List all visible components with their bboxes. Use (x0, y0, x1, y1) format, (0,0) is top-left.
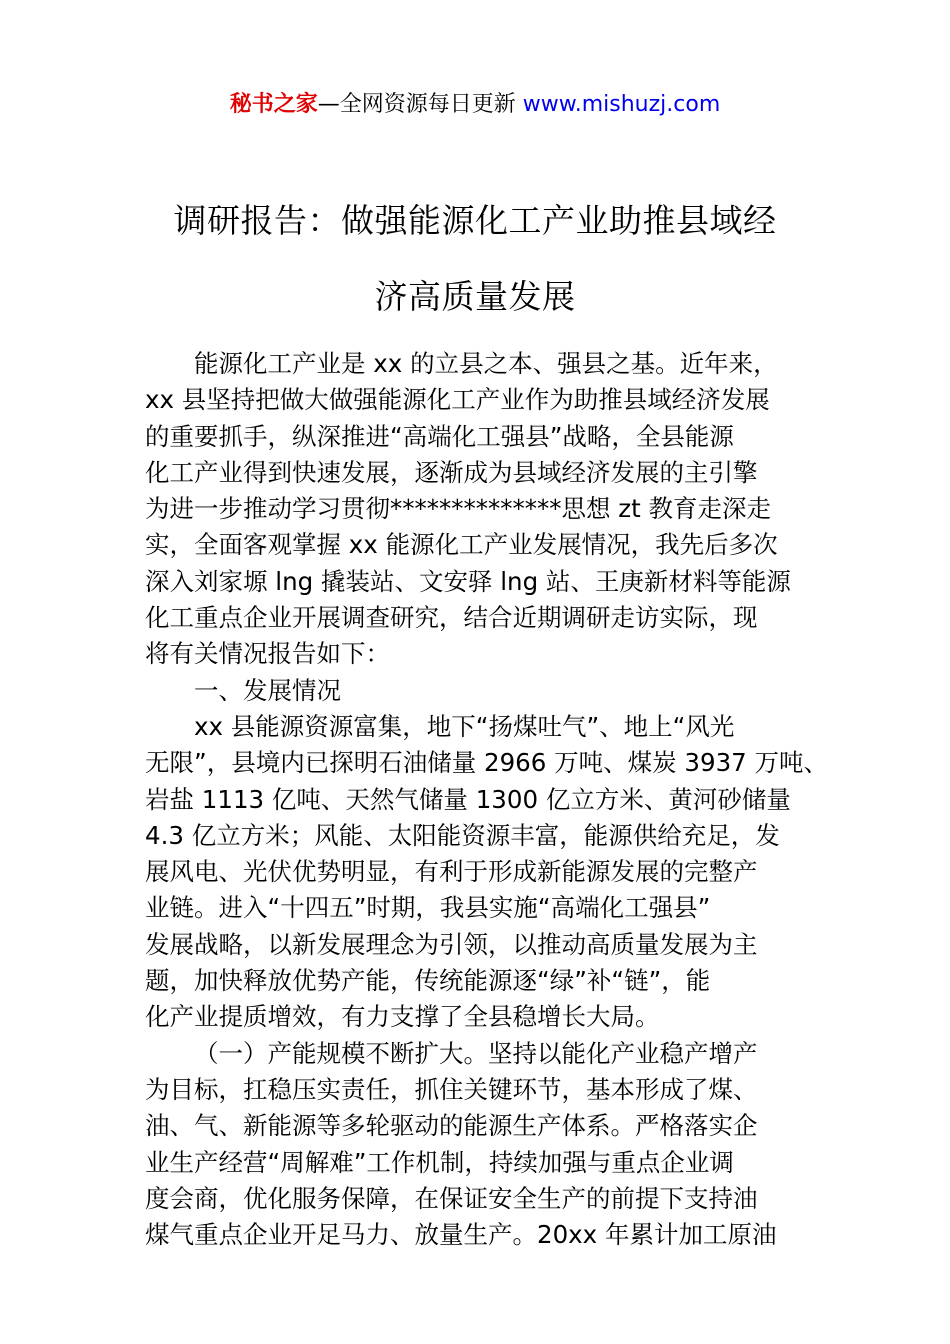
paragraph-line: 实，全面客观掌握 xx 能源化工产业发展情况，我先后多次 (145, 530, 778, 560)
paragraph-line: 煤气重点企业开足马力、放量生产。20xx 年累计加工原油 (145, 1220, 777, 1250)
paragraph-line: 的重要抓手，纵深推进“高端化工强县”战略，全县能源 (145, 421, 734, 451)
paragraph-line: 深入刘家塬 lng 撬装站、文安驿 lng 站、王庚新材料等能源 (145, 566, 791, 596)
paragraph-line: 为进一步推动学习贯彻**************思想 zt 教育走深走 (145, 494, 772, 524)
paragraph-line: 4.3 亿立方米；风能、太阳能资源丰富，能源供给充足，发 (145, 820, 780, 850)
site-brand: 秘书之家 (229, 92, 318, 117)
paragraph-line: xx 县能源资源富集，地下“扬煤吐气”、地上“风光 (194, 711, 735, 741)
site-url-link[interactable]: www.mishuzj.com (522, 92, 721, 117)
paragraph-line: 题，加快释放优势产能，传统能源逐“绿”补“链”，能 (145, 966, 711, 996)
paragraph-line: 油、气、新能源等多轮驱动的能源生产体系。严格落实企 (145, 1111, 758, 1141)
paragraph-line: 化工产业得到快速发展，逐渐成为县域经济发展的主引擎 (145, 457, 758, 487)
document-title-line-1: 调研报告：做强能源化工产业助推县域经 (173, 201, 777, 240)
paragraph-line: xx 县坚持把做大做强能源化工产业作为助推县域经济发展 (145, 385, 770, 415)
paragraph-line: 岩盐 1113 亿吨、天然气储量 1300 亿立方米、黄河砂储量 (145, 784, 791, 814)
subsection-paragraph-line: （一）产能规模不断扩大。坚持以能化产业稳产增产 (194, 1038, 758, 1068)
section-heading: 一、发展情况 (194, 675, 341, 705)
paragraph-line: 业链。进入“十四五”时期，我县实施“高端化工强县” (145, 893, 711, 923)
paragraph-line: 业生产经营“周解难”工作机制，持续加强与重点企业调 (145, 1147, 734, 1177)
paragraph-line: 化工重点企业开展调查研究，结合近期调研走访实际，现 (145, 603, 758, 633)
document-title (120, 183, 830, 335)
paragraph-line: 无限”，县境内已探明石油储量 2966 万吨、煤炭 3937 万吨、 (145, 748, 829, 778)
paragraph-line: 展风电、光伏优势明显，有利于形成新能源发展的完整产 (145, 857, 758, 887)
site-slogan: —全网资源每日更新 (317, 92, 523, 117)
paragraph-line: 为目标，扛稳压实责任，抓住关键环节，基本形成了煤、 (145, 1074, 758, 1104)
paragraph-line: 将有关情况报告如下： (145, 639, 390, 669)
paragraph-line: 能源化工产业是 xx 的立县之本、强县之基。近年来， (194, 349, 778, 378)
paragraph-line: 化产业提质增效，有力支撑了全县稳增长大局。 (145, 1002, 660, 1032)
document-title-line-2: 济高质量发展 (374, 277, 576, 316)
paragraph-line: 发展战略，以新发展理念为引领，以推动高质量发展为主 (145, 929, 758, 959)
paragraph-line: 度会商，优化服务保障，在保证安全生产的前提下支持油 (145, 1183, 758, 1213)
document-body (145, 346, 829, 1253)
site-header (0, 88, 950, 122)
